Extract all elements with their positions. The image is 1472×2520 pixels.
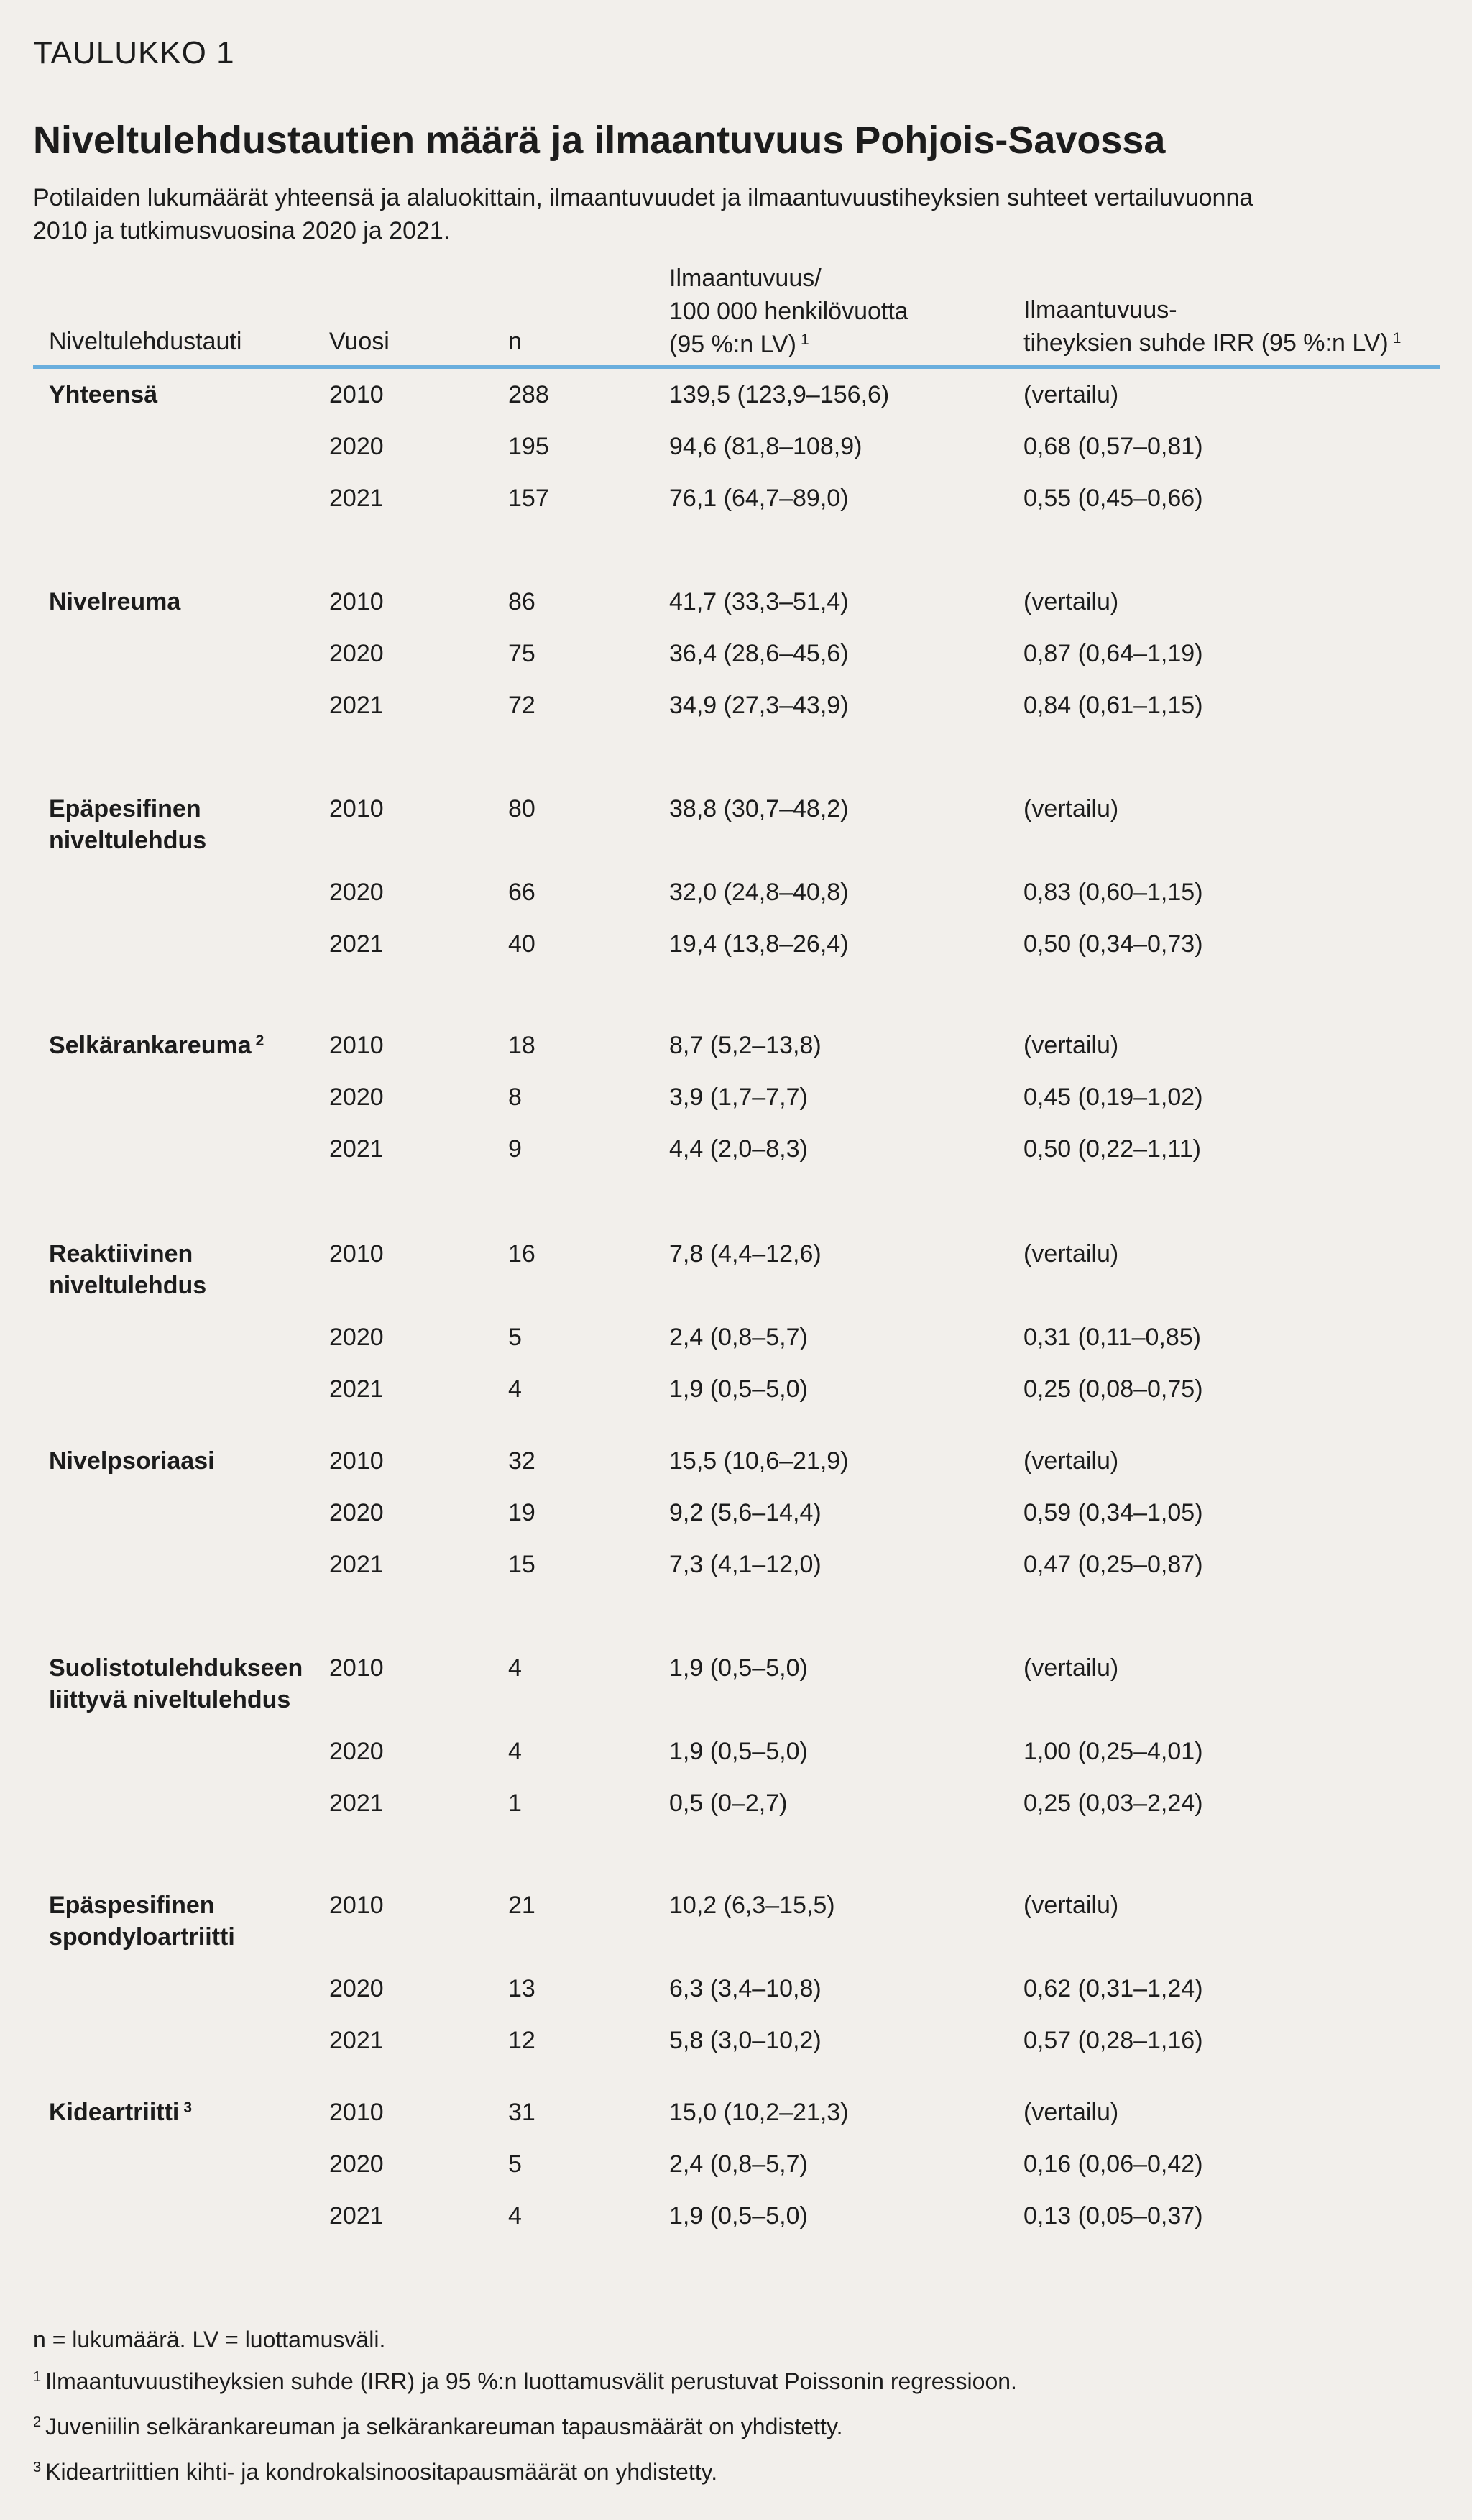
n-cell: 40 [508,930,535,958]
incidence-cell: 1,9 (0,5–5,0) [669,1654,808,1682]
n-cell: 4 [508,2202,522,2230]
irr-cell: 0,47 (0,25–0,87) [1024,1551,1203,1578]
irr-cell: 0,57 (0,28–1,16) [1024,2027,1203,2054]
n-cell: 16 [508,1240,535,1268]
irr-cell: (vertailu) [1024,1240,1119,1268]
disease-name-text: Epäspesifinen spondyloartriitti [49,1892,235,1951]
incidence-cell: 7,3 (4,1–12,0) [669,1551,822,1578]
incidence-cell: 3,9 (1,7–7,7) [669,1083,808,1111]
irr-cell: 1,00 (0,25–4,01) [1024,1738,1203,1765]
disease-name-text: Kideartriitti [49,2099,180,2126]
incidence-cell: 36,4 (28,6–45,6) [669,640,849,667]
n-cell: 12 [508,2027,535,2054]
irr-cell: 0,87 (0,64–1,19) [1024,640,1203,667]
header-irr-footnote-marker: 1 [1392,330,1402,347]
n-cell: 75 [508,640,535,667]
incidence-cell: 41,7 (33,3–51,4) [669,588,849,615]
disease-name-text: Nivelpsoriaasi [49,1447,215,1475]
incidence-cell: 15,0 (10,2–21,3) [669,2099,849,2126]
disease-name [49,793,329,856]
year-cell: 2021 [329,1790,384,1817]
incidence-cell: 139,5 (123,9–156,6) [669,381,890,408]
table-label: TAULUKKO 1 [33,35,235,70]
header-n: n [508,328,522,355]
incidence-cell: 1,9 (0,5–5,0) [669,1375,808,1403]
n-cell: 1 [508,1790,522,1817]
disease-name [49,1445,329,1477]
irr-cell: 0,84 (0,61–1,15) [1024,692,1203,719]
n-cell: 5 [508,2150,522,2178]
footnote-text: Kideartriittien kihti- ja kondrokalsinoositapausmäärät on yhdistetty. [45,2459,718,2485]
disease-name-text: Suolistotulehdukseen liittyvä niveltulehdus [49,1654,303,1713]
irr-cell: (vertailu) [1024,1654,1119,1682]
irr-cell: (vertailu) [1024,2099,1119,2126]
year-cell: 2010 [329,1447,384,1475]
disease-name-text: Selkärankareuma [49,1032,252,1059]
incidence-cell: 19,4 (13,8–26,4) [669,930,849,958]
year-cell: 2020 [329,433,384,460]
header-incidence-line3: (95 %:n LV) [669,331,797,358]
irr-cell: (vertailu) [1024,588,1119,615]
year-cell: 2021 [329,1551,384,1578]
disease-name-text: Nivelreuma [49,588,181,615]
incidence-cell: 94,6 (81,8–108,9) [669,433,862,460]
n-cell: 66 [508,879,535,906]
header-irr-line2: tiheyksien suhde IRR (95 %:n LV) [1024,329,1389,357]
header-disease: Niveltulehdustauti [49,328,242,355]
n-cell: 31 [508,2099,535,2126]
footnote-text: Ilmaantuvuustiheyksien suhde (IRR) ja 95 %:n luottamusvälit perustuvat Poissonin regressioon. [45,2368,1017,2394]
incidence-cell: 10,2 (6,3–15,5) [669,1892,835,1919]
disease-name [49,1030,329,1065]
n-cell: 72 [508,692,535,719]
n-cell: 18 [508,1032,535,1059]
incidence-cell: 9,2 (5,6–14,4) [669,1499,822,1526]
year-cell: 2021 [329,1135,384,1163]
incidence-cell: 2,4 (0,8–5,7) [669,2150,808,2178]
n-cell: 288 [508,381,549,408]
year-cell: 2020 [329,1975,384,2002]
footnote-marker: 2 [255,1032,264,1049]
n-cell: 13 [508,1975,535,2002]
year-cell: 2010 [329,1240,384,1268]
year-cell: 2010 [329,2099,384,2126]
year-cell: 2020 [329,1083,384,1111]
incidence-cell: 1,9 (0,5–5,0) [669,1738,808,1765]
year-cell: 2010 [329,1892,384,1919]
n-cell: 157 [508,485,549,512]
footnote-number: 3 [33,2460,42,2475]
incidence-cell: 7,8 (4,4–12,6) [669,1240,822,1268]
incidence-cell: 2,4 (0,8–5,7) [669,1324,808,1351]
irr-cell: (vertailu) [1024,1892,1119,1919]
irr-cell: (vertailu) [1024,381,1119,408]
year-cell: 2010 [329,1654,384,1682]
year-cell: 2020 [329,1324,384,1351]
n-cell: 4 [508,1375,522,1403]
n-cell: 19 [508,1499,535,1526]
incidence-cell: 32,0 (24,8–40,8) [669,879,849,906]
year-cell: 2021 [329,2027,384,2054]
irr-cell: 0,50 (0,22–1,11) [1024,1135,1201,1163]
irr-cell: 0,59 (0,34–1,05) [1024,1499,1203,1526]
disease-name [49,379,329,411]
n-cell: 4 [508,1654,522,1682]
disease-name-text: Epäpesifinen niveltulehdus [49,795,207,854]
year-cell: 2010 [329,795,384,823]
year-cell: 2021 [329,2202,384,2230]
irr-cell: 0,45 (0,19–1,02) [1024,1083,1203,1111]
disease-name [49,2097,329,2132]
footnotes [33,2324,1435,2501]
footnote-number: 1 [33,2369,42,2385]
header-incidence-line2: 100 000 henkilövuotta [669,298,908,325]
year-cell: 2020 [329,879,384,906]
n-cell: 8 [508,1083,522,1111]
footnote [33,2365,1435,2401]
table-subtitle: Potilaiden lukumäärät yhteensä ja alaluokittain, ilmaantuvuudet ja ilmaantuvuustiheyksien suhteet vertailuvuonna 2010 ja tutkimusvuosina 2020 ja 2021. [33,184,1254,244]
irr-cell: (vertailu) [1024,1032,1119,1059]
n-cell: 86 [508,588,535,615]
footnote [33,2324,1435,2355]
year-cell: 2020 [329,1738,384,1765]
irr-cell: 0,16 (0,06–0,42) [1024,2150,1203,2178]
year-cell: 2020 [329,2150,384,2178]
incidence-cell: 6,3 (3,4–10,8) [669,1975,822,2002]
footnote-text: Juveniilin selkärankareuman ja selkärankareuman tapausmäärät on yhdistetty. [45,2414,843,2439]
disease-name-text: Reaktiivinen niveltulehdus [49,1240,207,1299]
n-cell: 195 [508,433,549,460]
year-cell: 2010 [329,381,384,408]
irr-cell: (vertailu) [1024,1447,1119,1475]
incidence-cell: 0,5 (0–2,7) [669,1790,788,1817]
header-irr-line1: Ilmaantuvuus- [1024,296,1177,324]
footnote [33,2411,1435,2446]
irr-cell: 0,55 (0,45–0,66) [1024,485,1203,512]
n-cell: 32 [508,1447,535,1475]
year-cell: 2020 [329,1499,384,1526]
year-cell: 2010 [329,588,384,615]
table-title: Niveltulehdustautien määrä ja ilmaantuvuus Pohjois-Savossa [33,119,1166,162]
incidence-cell: 76,1 (64,7–89,0) [669,485,849,512]
irr-cell: 0,25 (0,08–0,75) [1024,1375,1203,1403]
incidence-cell: 1,9 (0,5–5,0) [669,2202,808,2230]
n-cell: 9 [508,1135,522,1163]
incidence-cell: 5,8 (3,0–10,2) [669,2027,822,2054]
disease-name [49,1238,329,1301]
footnote-marker: 3 [183,2099,193,2116]
header-incidence-footnote-marker: 1 [801,331,809,348]
incidence-cell: 38,8 (30,7–48,2) [669,795,849,823]
irr-cell: 0,31 (0,11–0,85) [1024,1324,1201,1351]
irr-cell: 0,62 (0,31–1,24) [1024,1975,1203,2002]
year-cell: 2021 [329,485,384,512]
disease-name [49,1652,329,1715]
year-cell: 2021 [329,930,384,958]
incidence-cell: 4,4 (2,0–8,3) [669,1135,808,1163]
footnote-number: 2 [33,2414,42,2430]
year-cell: 2020 [329,640,384,667]
header-year: Vuosi [329,328,390,355]
footnote [33,2456,1435,2491]
n-cell: 21 [508,1892,535,1919]
year-cell: 2010 [329,1032,384,1059]
n-cell: 5 [508,1324,522,1351]
irr-cell: 0,13 (0,05–0,37) [1024,2202,1203,2230]
disease-name-text: Yhteensä [49,381,158,408]
disease-name [49,1889,329,1953]
irr-cell: (vertailu) [1024,795,1119,823]
incidence-cell: 34,9 (27,3–43,9) [669,692,849,719]
incidence-cell: 8,7 (5,2–13,8) [669,1032,822,1059]
year-cell: 2021 [329,692,384,719]
n-cell: 80 [508,795,535,823]
footnote-text: n = lukumäärä. LV = luottamusväli. [33,2327,386,2352]
irr-cell: 0,50 (0,34–0,73) [1024,930,1203,958]
n-cell: 4 [508,1738,522,1765]
irr-cell: 0,68 (0,57–0,81) [1024,433,1203,460]
incidence-cell: 15,5 (10,6–21,9) [669,1447,849,1475]
disease-name [49,586,329,618]
irr-cell: 0,25 (0,03–2,24) [1024,1790,1203,1817]
year-cell: 2021 [329,1375,384,1403]
irr-cell: 0,83 (0,60–1,15) [1024,879,1203,906]
header-incidence-line1: Ilmaantuvuus/ [669,265,822,292]
n-cell: 15 [508,1551,535,1578]
